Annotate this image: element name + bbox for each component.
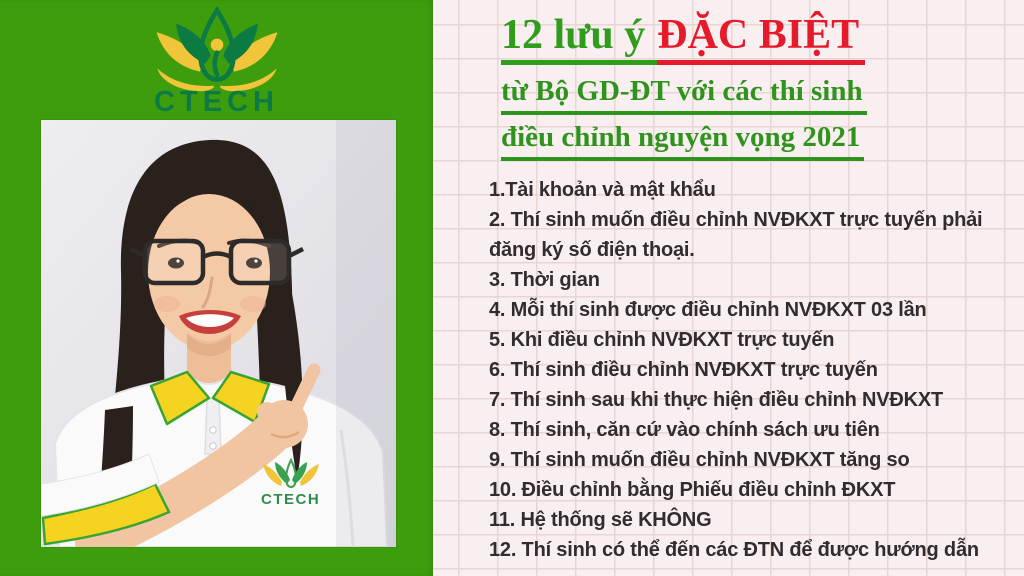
note-item-12: 12. Thí sinh có thể đến các ĐTN để được hướng dẫn [489,538,979,561]
note-item-3: 3. Thời gian [489,268,600,291]
student-photo [41,120,396,547]
photo-shading [336,120,396,547]
ctech-logo [0,4,433,119]
subtitle-line-2: điều chỉnh nguyện vọng 2021 [501,122,1024,161]
note-item-4: 4. Mỗi thí sinh được điều chỉnh NVĐKXT 03 lần [489,298,927,321]
brand-panel [0,0,433,576]
note-item-1: 1.Tài khoản và mật khẩu [489,178,716,201]
note-item-5: 5. Khi điều chỉnh NVĐKXT trực tuyến [489,328,835,351]
lotus-logo-icon [124,4,310,92]
title-highlight: ĐẶC BIỆT [657,13,865,65]
note-item-11: 11. Hệ thống sẽ KHÔNG [489,508,712,531]
note-item-9: 9. Thí sinh muốn điều chỉnh NVĐKXT tăng so [489,448,910,471]
page-title [501,13,1024,65]
logo-text: CTECH [154,86,279,118]
note-item-6: 6. Thí sinh điều chỉnh NVĐKXT trực tuyến [489,358,878,381]
subtitle-line-1: từ Bộ GD-ĐT với các thí sinh [501,76,1024,115]
note-item-10: 10. Điều chỉnh bằng Phiếu điều chỉnh ĐKXT [489,478,896,501]
note-item-7: 7. Thí sinh sau khi thực hiện điều chỉnh NVĐKXT [489,388,944,411]
notes-list [489,175,1024,565]
shirt-logo-text: CTECH [261,491,321,508]
content-panel [433,0,1024,576]
note-item-2: 2. Thí sinh muốn điều chỉnh NVĐKXT trực tuyến phải đăng ký số điện thoại. [489,208,983,261]
title-count: 12 lưu ý [501,13,657,65]
note-item-8: 8. Thí sinh, căn cứ vào chính sách ưu tiên [489,418,880,441]
